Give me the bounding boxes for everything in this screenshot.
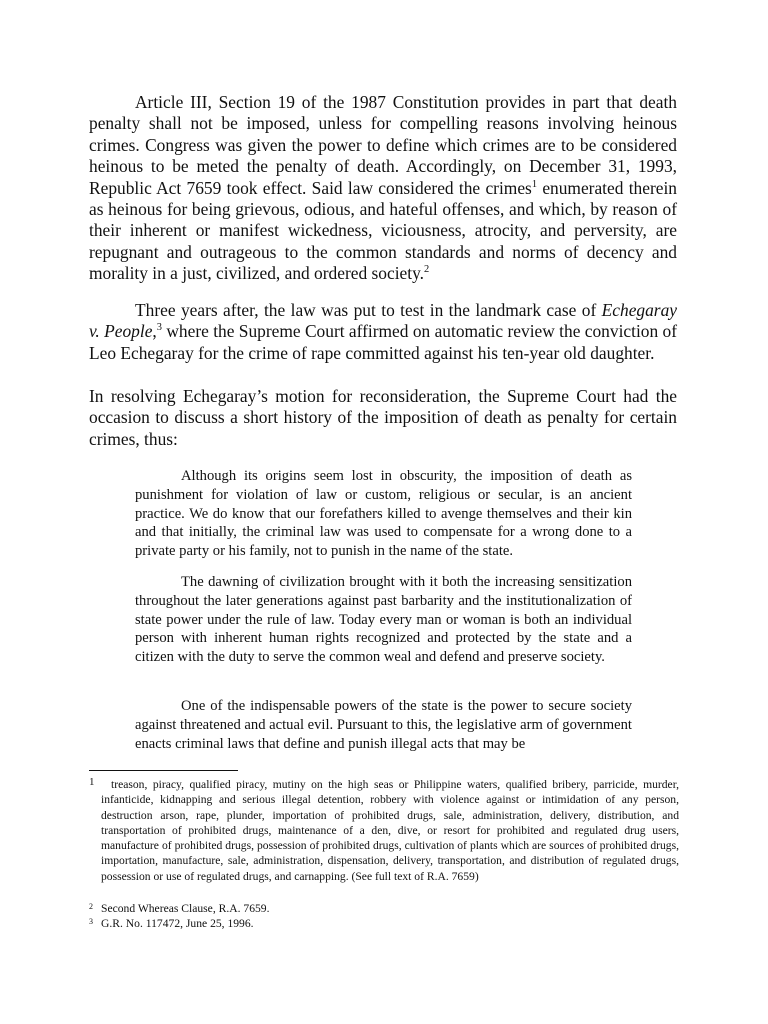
paragraph-text: where the Supreme Court affirmed on automatic review the conviction of Leo Echegaray for the crime of rape committed against his ten-year old daughter.	[89, 321, 678, 363]
block-quote-paragraph: The dawning of civilization brought with it both the increasing sensitization throughout the later generations against past barbarity and the institutionalization of state power under the rule of law. Today every man or woman is both an individual person with inherent human rights recognized and protected by the state and a citizen with the duty to serve the common weal and defend and preserve society.	[135, 574, 632, 666]
footnote-ref-1[interactable]: 1	[531, 178, 538, 190]
footnote-text: Second Whereas Clause, R.A. 7659.	[101, 902, 270, 915]
footnote-text: treason, piracy, qualified piracy, mutiny on the high seas or Philippine waters, qualified bribery, parricide, murder, infanticide, kidnapping and serious illegal detention, robbery with violence against or intimidation of any person, destruction arson, rape, plunder, importation of prohibited drugs, sale, administration, delivery, distribution, and transportation of prohibited drugs, maintenance of a den, dive, or resort for prohibited and regulated drug users, manufacture of prohibited drugs, possession of prohibited drugs, cultivation of plants which are sources of prohibited drugs, importation, manufacture, sale, administration, dispensation, delivery, transportation, and distribution of regulated drugs, possession or use of regulated drugs, and carnapping. (See full text of R.A. 7659)	[101, 778, 679, 883]
paragraph-text: In resolving Echegaray’s motion for reconsideration, the Supreme Court had the occasion to discuss a short history of the imposition of death as penalty for certain crimes, thus:	[89, 386, 677, 449]
footnote-3	[89, 916, 679, 931]
paragraph-echegaray-case	[89, 300, 677, 364]
paragraph-text: Article III, Section 19 of the 1987 Constitution provides in part that death penalty shall not be imposed, unless for compelling reasons involving heinous crimes. Congress was given the power to define which crimes are to be considered heinous to be meted the penalty of death. Accordingly, on December 31, 1993, Republic Act 7659 took effect. Said law considered the crimes	[89, 92, 677, 198]
footnote-separator	[89, 770, 238, 771]
footnote-1	[89, 777, 679, 884]
footnote-ref-2[interactable]: 2	[424, 264, 430, 276]
footnote-number: 2	[89, 902, 93, 911]
paragraph-motion-reconsideration	[89, 386, 677, 450]
case-name: Echegaray v. People	[89, 300, 677, 342]
block-quote-paragraph: Although its origins seem lost in obscurity, the imposition of death as punishment for violation of law or custom, religious or secular, is an ancient practice. We do know that our forefathers killed to avenge themselves and their kin and that initially, the criminal law was used to compensate for a wrong done to a private party or his family, not to punish in the name of the state.	[135, 468, 632, 560]
block-quote-paragraph: One of the indispensable powers of the state is the power to secure society against threatened and actual evil. Pursuant to this, the legislative arm of government enacts criminal laws that define and punish illegal acts that may be	[135, 698, 632, 752]
footnote-ref-3[interactable]: 3	[156, 322, 162, 334]
footnote-number: 3	[89, 917, 93, 926]
footnote-text: G.R. No. 117472, June 25, 1996.	[101, 917, 254, 930]
paragraph-text: ,	[152, 321, 157, 342]
footnote-2	[89, 901, 679, 916]
footnote-number: 1	[89, 776, 95, 788]
paragraph-text: Three years after, the law was put to test in the landmark case of	[135, 300, 602, 320]
paragraph-constitution	[89, 92, 677, 285]
paragraph-text: enumerated therein as heinous for being grievous, odious, and hateful offenses, and which, by reason of their inherent or manifest wickedness, viciousness, atrocity, and perversity, are repugnant and outrageous to the common standards and norms of decency and morality in a just, civilized, and ordered society.	[89, 177, 678, 284]
